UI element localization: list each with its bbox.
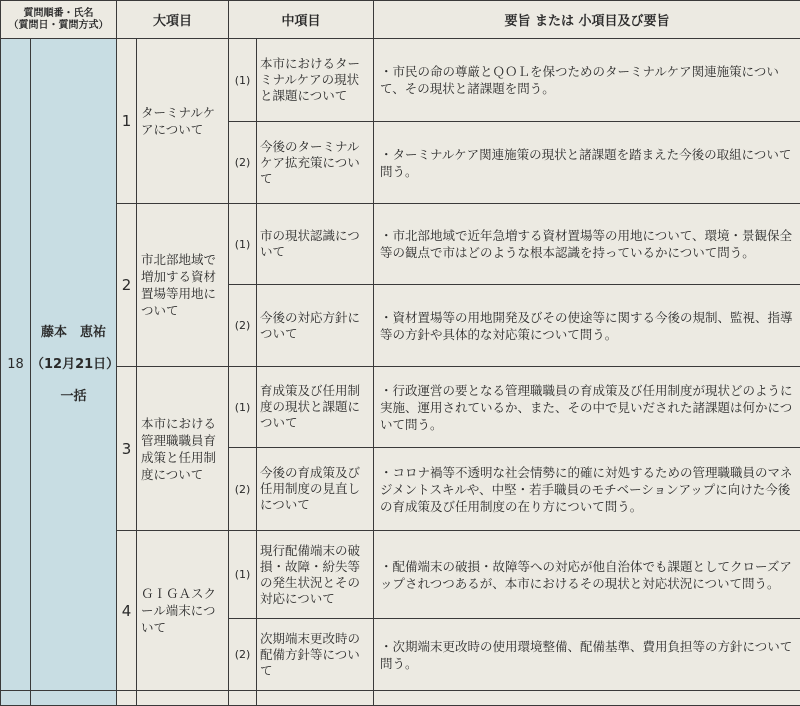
subitem-number: (2): [229, 619, 257, 691]
continuation-cell: [374, 691, 800, 706]
item-title: ターミナルケアについて: [137, 39, 229, 204]
continuation-cell: [117, 691, 137, 706]
subitem-number: (2): [229, 448, 257, 531]
subitem-summary: ・市民の命の尊厳とＱＯＬを保つためのターミナルケア関連施策について、その現状と諸課題を問う。: [374, 39, 800, 122]
table-row-continuation: [1, 691, 800, 706]
subitem-title: 今後のターミナルケア拡充策について: [257, 122, 374, 204]
table-row: [1, 204, 800, 285]
subitem-number: (1): [229, 39, 257, 122]
questioner-number: 18: [1, 39, 31, 691]
header-row: [1, 1, 800, 39]
subitem-number: (2): [229, 122, 257, 204]
subitem-summary: ・市北部地域で近年急増する資材置場等の用地について、環境・景観保全等の観点で市はどのような根本認識を持っているかについて問う。: [374, 204, 800, 285]
header-questioner: [1, 1, 117, 39]
subitem-title: 市の現状認識について: [257, 204, 374, 285]
questioner-date: （12月21日）: [31, 349, 116, 381]
subitem-number: (2): [229, 285, 257, 367]
questioner-cell: [31, 39, 117, 691]
continuation-cell: [1, 691, 31, 706]
header-questioner-line2: （質問日・質問方式）: [1, 20, 116, 32]
item-title: 市北部地域で増加する資材置場等用地について: [137, 204, 229, 367]
continuation-cell: [257, 691, 374, 706]
header-summary: 要旨 または 小項目及び要旨: [374, 1, 800, 39]
item-number: 4: [117, 531, 137, 691]
table-row: [1, 531, 800, 619]
continuation-cell: [31, 691, 117, 706]
subitem-title: 育成策及び任用制度の現状と課題について: [257, 367, 374, 448]
subitem-summary: ・行政運営の要となる管理職職員の育成策及び任用制度が現状どのように実施、運用されているか、また、その中で見いだされた諸課題は何かについて問う。: [374, 367, 800, 448]
item-number: 2: [117, 204, 137, 367]
table-row: [1, 367, 800, 448]
header-major: 大項目: [117, 1, 229, 39]
subitem-number: (1): [229, 204, 257, 285]
subitem-number: (1): [229, 367, 257, 448]
subitem-title: 今後の対応方針について: [257, 285, 374, 367]
subitem-number: (1): [229, 531, 257, 619]
item-number: 1: [117, 39, 137, 204]
item-number: 3: [117, 367, 137, 531]
subitem-summary: ・次期端末更改時の使用環境整備、配備基準、費用負担等の方針について問う。: [374, 619, 800, 691]
subitem-title: 本市におけるターミナルケアの現状と課題について: [257, 39, 374, 122]
questioner-method: 一括: [31, 381, 116, 413]
questioner-name: 藤本 恵祐: [31, 317, 116, 349]
subitem-summary: ・ターミナルケア関連施策の現状と諸課題を踏まえた今後の取組について問う。: [374, 122, 800, 204]
item-title: 本市における管理職職員育成策と任用制度について: [137, 367, 229, 531]
subitem-title: 今後の育成策及び任用制度の見直しについて: [257, 448, 374, 531]
header-middle: 中項目: [229, 1, 374, 39]
subitem-summary: ・資材置場等の用地開発及びその使途等に関する今後の規制、監視、指導等の方針や具体的な対応策について問う。: [374, 285, 800, 367]
subitem-title: 次期端末更改時の配備方針等について: [257, 619, 374, 691]
subitem-summary: ・コロナ禍等不透明な社会情勢に的確に対処するための管理職職員のマネジメントスキルや、中堅・若手職員のモチベーションアップに向けた今後の育成策及び任用制度の在り方について問う。: [374, 448, 800, 531]
continuation-cell: [137, 691, 229, 706]
continuation-cell: [229, 691, 257, 706]
header-questioner-line1: 質問順番・氏名: [1, 8, 116, 20]
table-row: [1, 39, 800, 122]
item-title: ＧＩＧＡスクール端末について: [137, 531, 229, 691]
subitem-title: 現行配備端末の破損・故障・紛失等の発生状況とその対応について: [257, 531, 374, 619]
subitem-summary: ・配備端末の破損・故障等への対応が他自治体でも課題としてクローズアップされつつあるが、本市におけるその現状と対応状況について問う。: [374, 531, 800, 619]
